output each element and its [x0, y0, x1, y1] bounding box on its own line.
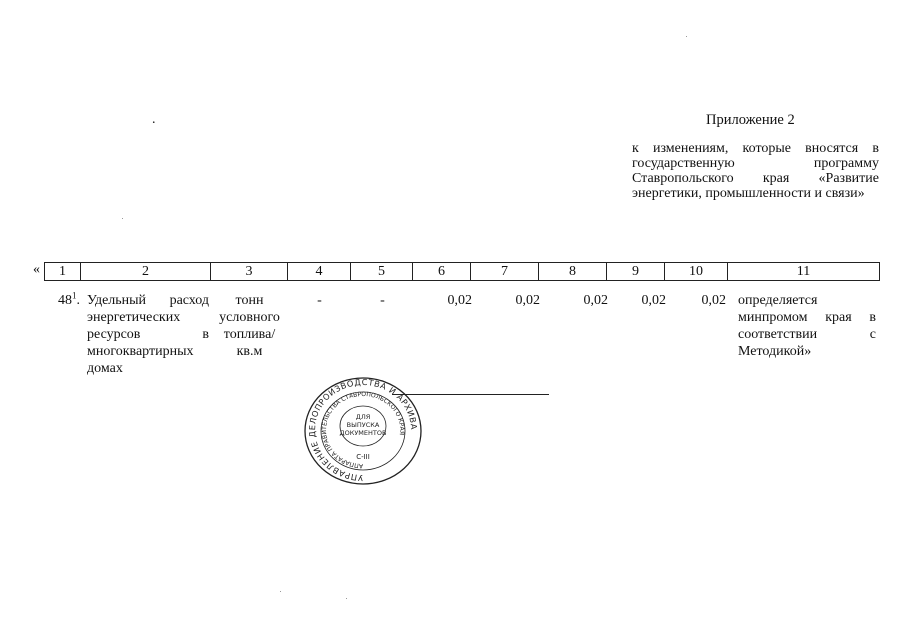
column-header: 2	[81, 263, 211, 281]
seal-center-line: ВЫПУСКА	[346, 421, 380, 429]
column-header: 9	[607, 263, 665, 281]
column-header: 8	[539, 263, 607, 281]
seal-center-line: ДЛЯ	[355, 413, 371, 421]
column-header: 1	[45, 263, 81, 281]
value-col4: -	[317, 293, 322, 308]
scan-speck	[280, 591, 281, 592]
scan-speck	[122, 218, 123, 219]
row-number-superscript: 1	[72, 290, 77, 301]
appendix-subtitle: к изменениям, которые вносятся в государственную программу Ставропольского края «Развитие энергетики, промышленности и связи»	[632, 141, 879, 201]
row-number-dot: .	[76, 293, 80, 308]
column-header: 5	[351, 263, 413, 281]
column-header: 7	[471, 263, 539, 281]
seal-outer-text: УПРАВЛЕНИЕ ДЕЛОПРОИЗВОДСТВА И АРХИВА	[306, 376, 420, 484]
opening-quote: «	[33, 262, 40, 277]
column-number-header	[44, 262, 880, 281]
column-header: 11	[728, 263, 880, 281]
column-header: 3	[211, 263, 288, 281]
seal-center-line: ДОКУМЕНТОВ	[339, 429, 387, 437]
column-header: 6	[413, 263, 471, 281]
column-header: 10	[665, 263, 728, 281]
stray-dot: .	[152, 112, 156, 127]
row-number	[44, 292, 80, 309]
seal-code: С-III	[356, 453, 370, 461]
value-col6: 0,02	[447, 293, 472, 308]
appendix-title: Приложение 2	[706, 112, 795, 128]
official-seal	[302, 375, 424, 487]
value-col10: 0,02	[701, 293, 726, 308]
value-col9: 0,02	[641, 293, 666, 308]
header-row	[45, 263, 880, 281]
value-col5: -	[380, 293, 385, 308]
row-number-main: 48	[58, 293, 72, 308]
indicator-name: Удельный расход энергетических ресурсов в многоквартирных домах	[87, 293, 209, 376]
value-col7: 0,02	[515, 293, 540, 308]
scan-speck	[686, 36, 687, 37]
source-note: определяется минпромом края в соответствии с Методикой»	[738, 293, 876, 359]
seal-inner-text: АППАРАТА ПРАВИТЕЛЬСТВА СТАВРОПОЛЬСКОГО КРАЯ	[320, 390, 406, 470]
scan-speck	[346, 598, 347, 599]
value-col8: 0,02	[583, 293, 608, 308]
unit-of-measure: тонн условного топлива/кв.м	[219, 293, 280, 359]
column-header: 4	[288, 263, 351, 281]
